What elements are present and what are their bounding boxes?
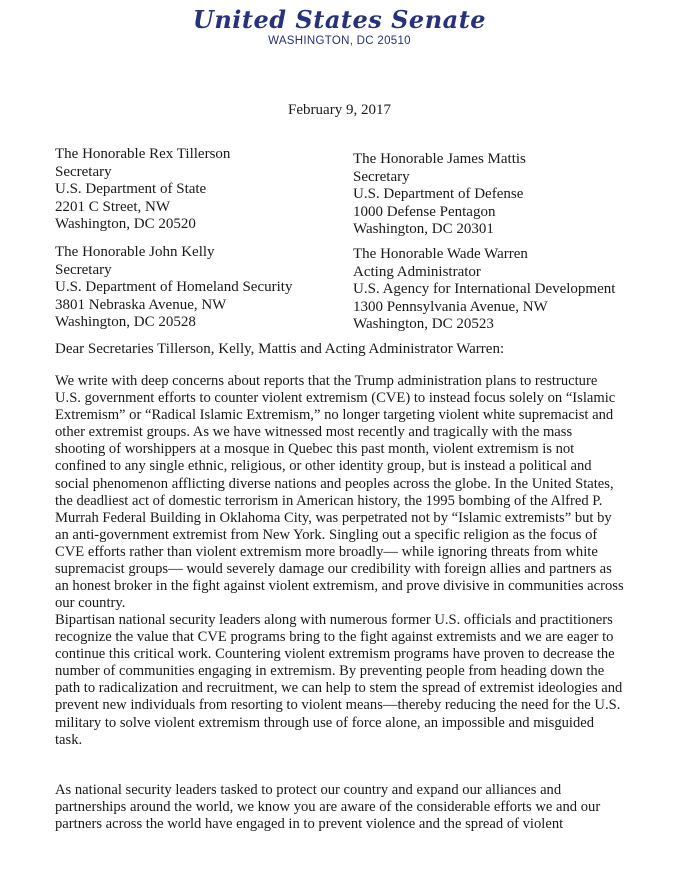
address-line: 2201 C Street, NW [55, 198, 170, 215]
address-line: Washington, DC 20520 [55, 216, 196, 232]
text-line: CVE efforts rather than violent extremism more broadly— while ignoring threats from white [55, 543, 598, 560]
text-line: U.S. government efforts to counter violent extremism (CVE) to instead focus solely on “Islamic [55, 390, 616, 407]
text-line: social phenomenon afflicting diverse nations and peoples across the globe. In the United States, [55, 475, 614, 492]
text-line: shooting of worshippers at a mosque in Quebec this past month, violent extremism is not [55, 441, 575, 458]
address-block-mattis [353, 151, 526, 239]
text-line: military to solve violent extremism through use of force alone, an impossible and misguided [55, 714, 595, 731]
text-line: Bipartisan national security leaders along with numerous former U.S. officials and practitioners [55, 612, 613, 628]
text-line: an anti-government extremist from New York. Singling out a specific religion as the focus of [55, 526, 598, 543]
letterhead-title: United States Senate [192, 5, 487, 34]
paragraph-2 [55, 612, 635, 749]
text-line: We write with deep concerns about reports that the Trump administration plans to restructure [55, 373, 598, 389]
address-line: Acting Administrator [353, 263, 481, 280]
address-block-kelly [55, 244, 292, 332]
address-block-warren [353, 246, 615, 334]
address-line: U.S. Department of State [55, 181, 207, 197]
text-line: task. [55, 731, 83, 748]
text-line: confined to any single ethnic, religious, or other identity group, but is instead a political and [55, 458, 592, 475]
address-line: Secretary [55, 163, 112, 180]
letter-date: February 9, 2017 [288, 102, 391, 118]
salutation: Dear Secretaries Tillerson, Kelly, Mattis and Acting Administrator Warren: [55, 341, 505, 357]
address-line: Washington, DC 20301 [353, 221, 494, 237]
address-block-tillerson [55, 146, 230, 234]
text-line: an honest broker in the fight against violent extremism, and prove divisive in communities across [55, 578, 624, 595]
text-line: the deadliest act of domestic terrorism in American history, the 1995 bombing of the Alfred P. [55, 492, 603, 509]
letterhead-subtitle: WASHINGTON, DC 20510 [268, 35, 411, 47]
address-line: Washington, DC 20523 [353, 316, 494, 332]
address-line: 1000 Defense Pentagon [353, 203, 496, 220]
address-line: Secretary [55, 261, 112, 278]
text-line: partners across the world have engaged in to prevent violence and the spread of violent [55, 816, 564, 833]
text-line: supremacist groups— would severely damage our credibility with foreign allies and partners as [55, 561, 612, 578]
text-line: other extremist groups. As we have witnessed most recently and tragically with the mass [55, 424, 573, 441]
paragraph-1 [55, 373, 635, 612]
address-line: Secretary [353, 168, 410, 185]
text-line: Extremism” or “Radical Islamic Extremism,” no longer targeting violent white supremacist and [55, 407, 614, 424]
address-line: U.S. Agency for International Development [353, 281, 616, 297]
text-line: recognize the value that CVE programs bring to the fight against extremists and we are eager to [55, 629, 614, 646]
address-line: The Honorable Wade Warren [353, 246, 528, 262]
text-line: continue this critical work. Countering violent extremism programs have proven to decrease the [55, 646, 615, 663]
address-line: The Honorable John Kelly [55, 244, 215, 260]
address-line: U.S. Department of Homeland Security [55, 279, 293, 295]
address-line: The Honorable Rex Tillerson [55, 146, 231, 162]
text-line: our country. [55, 595, 126, 612]
address-line: Washington, DC 20528 [55, 314, 196, 330]
paragraph-3 [55, 782, 635, 833]
text-line: path to radicalization and recruitment, we can help to stem the spread of extremist ideologies and [55, 680, 623, 697]
text-line: As national security leaders tasked to protect our country and expand our alliances and [55, 782, 562, 798]
text-line: number of communities engaging in extremism. By preventing people from heading down the [55, 663, 605, 680]
address-line: The Honorable James Mattis [353, 151, 526, 167]
text-line: Murrah Federal Building in Oklahoma City, was perpetrated not by “Islamic extremists” but by [55, 509, 612, 526]
text-line: partnerships around the world, we know you are aware of the considerable efforts we and our [55, 799, 601, 816]
address-line: U.S. Department of Defense [353, 186, 524, 202]
address-line: 3801 Nebraska Avenue, NW [55, 296, 227, 313]
text-line: prevent new individuals from resorting to violent means—thereby reducing the need for the U.S. [55, 697, 621, 714]
address-line: 1300 Pennsylvania Avenue, NW [353, 298, 548, 315]
letterhead [0, 6, 679, 48]
